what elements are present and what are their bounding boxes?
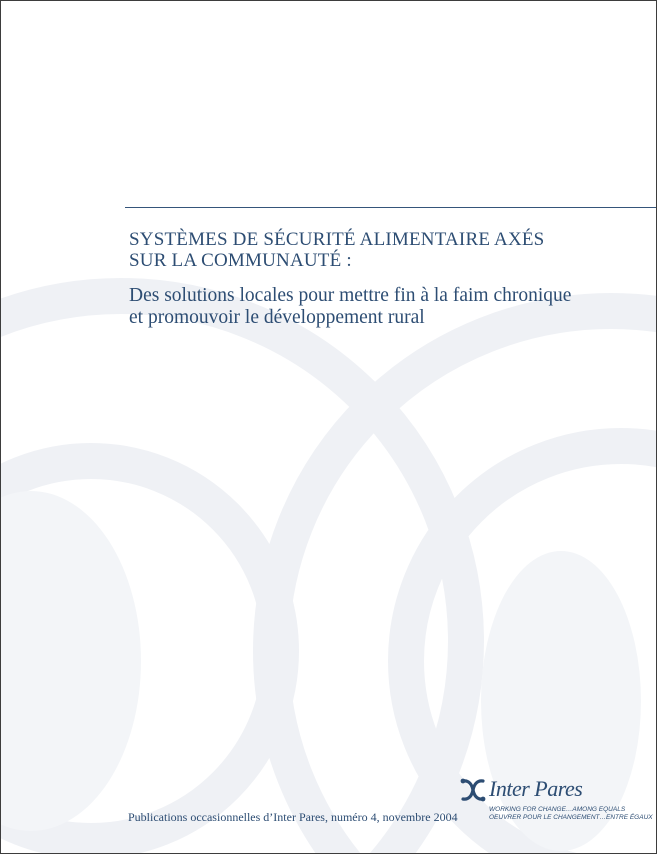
- title-divider: [125, 207, 656, 208]
- subtitle-line-2: et promouvoir le développement rural: [129, 307, 425, 328]
- document-title: [129, 229, 629, 271]
- logo-tagline-fr: OEUVRER POUR LE CHANGEMENT…ENTRE ÉGAUX: [489, 814, 653, 821]
- title-line-2: SUR LA COMMUNAUTÉ :: [129, 250, 352, 271]
- title-line-1: SYSTÈMES DE SÉCURITÉ ALIMENTAIRE AXÉS: [129, 229, 545, 250]
- logo-name: Inter Pares: [489, 776, 583, 801]
- watermark-arcs-graphic: [1, 1, 656, 853]
- publication-info: Publications occasionnelles d’Inter Pares, numéro 4, novembre 2004: [128, 810, 458, 824]
- document-subtitle: [129, 285, 629, 329]
- logo-tagline-en: WORKING FOR CHANGE…AMONG EQUALS: [489, 806, 626, 813]
- logo-mark-icon: [459, 776, 487, 804]
- subtitle-line-1: Des solutions locales pour mettre fin à la faim chronique: [129, 285, 572, 306]
- inter-pares-logo: [459, 776, 653, 826]
